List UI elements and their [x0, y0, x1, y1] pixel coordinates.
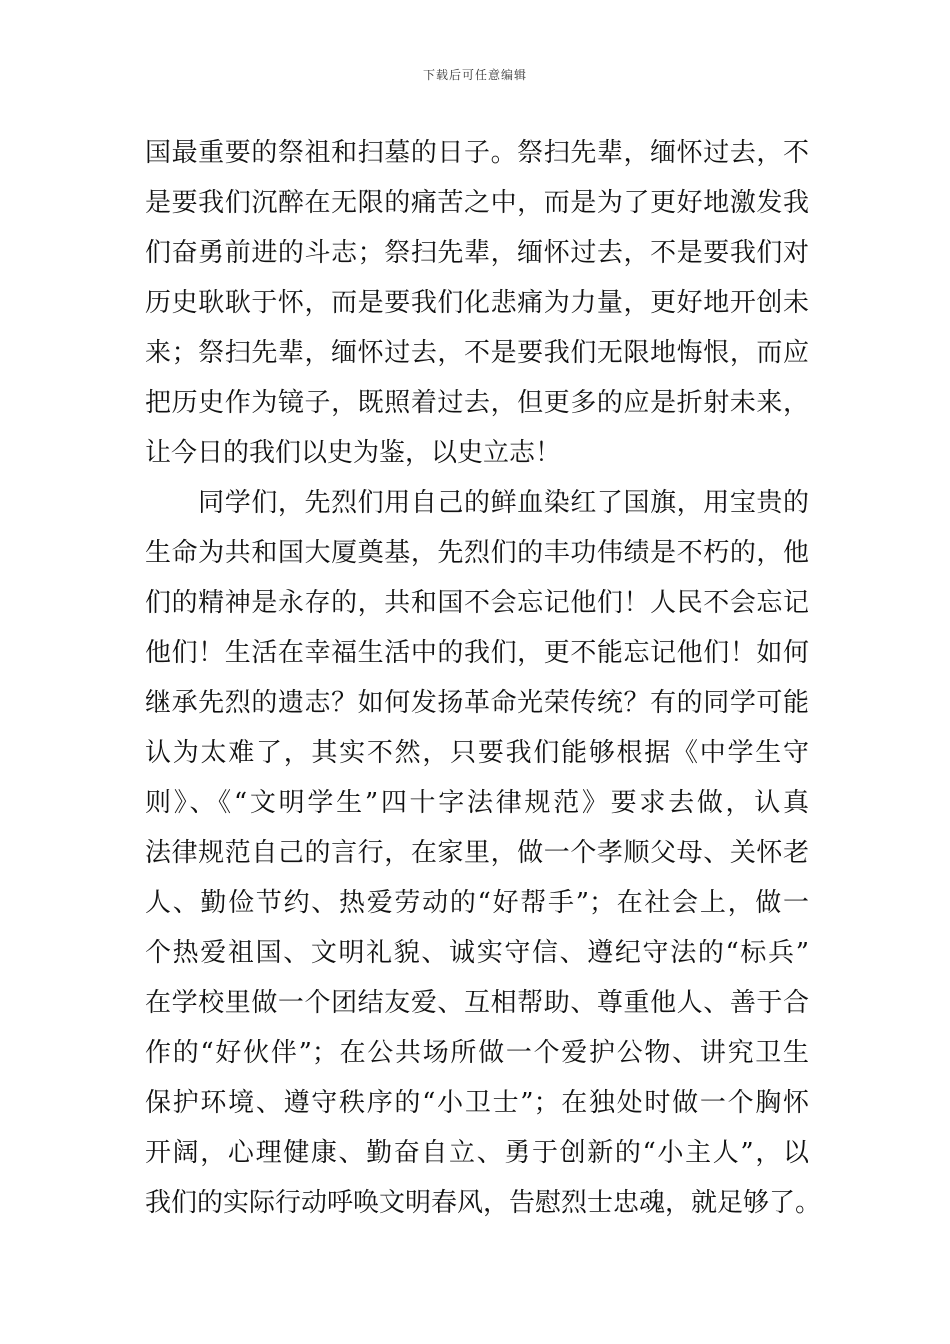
paragraph-start-line: 同学们，先烈们用自己的鲜血染红了国旗，用宝贵的 — [145, 488, 809, 518]
text-line: 在学校里做一个团结友爱、互相帮助、尊重他人、善于合 — [145, 988, 809, 1018]
text-line: 开阔，心理健康、勤奋自立、勇于创新的“小主人”，以 — [145, 1138, 809, 1168]
text-line: 们的精神是永存的，共和国不会忘记他们！人民不会忘记 — [145, 588, 809, 618]
text-line: 作的“好伙伴”；在公共场所做一个爱护公物、讲究卫生 — [145, 1038, 809, 1068]
paragraph-end-line: 我们的实际行动呼唤文明春风，告慰烈士忠魂，就足够了。 — [145, 1188, 822, 1218]
body-text — [145, 128, 822, 1228]
text-line: 个热爱祖国、文明礼貌、诚实守信、遵纪守法的“标兵” — [145, 938, 809, 968]
text-line: 是要我们沉醉在无限的痛苦之中，而是为了更好地激发我 — [145, 188, 809, 218]
text-line: 生命为共和国大厦奠基，先烈们的丰功伟绩是不朽的，他 — [145, 538, 809, 568]
text-line: 把历史作为镜子，既照着过去，但更多的应是折射未来， — [145, 388, 809, 418]
header-note: 下载后可任意编辑 — [422, 68, 527, 82]
text-line: 来；祭扫先辈，缅怀过去，不是要我们无限地悔恨，而应 — [145, 338, 809, 368]
text-line: 法律规范自己的言行，在家里，做一个孝顺父母、关怀老 — [145, 838, 809, 868]
text-line: 人、勤俭节约、热爱劳动的“好帮手”；在社会上，做一 — [145, 888, 809, 918]
text-line: 则》、《“文明学生”四十字法律规范》要求去做，认真 — [145, 788, 809, 818]
text-line: 历史耿耿于怀，而是要我们化悲痛为力量，更好地开创未 — [145, 288, 809, 318]
paragraph-end-line: 让今日的我们以史为鉴，以史立志！ — [145, 438, 562, 468]
text-line: 保护环境、遵守秩序的“小卫士”；在独处时做一个胸怀 — [145, 1088, 809, 1118]
text-line: 认为太难了，其实不然，只要我们能够根据《中学生守 — [145, 738, 809, 768]
text-line: 国最重要的祭祖和扫墓的日子。祭扫先辈，缅怀过去，不 — [145, 138, 809, 168]
text-line: 们奋勇前进的斗志；祭扫先辈，缅怀过去，不是要我们对 — [145, 238, 809, 268]
text-line: 他们！生活在幸福生活中的我们，更不能忘记他们！如何 — [145, 638, 809, 668]
text-line: 继承先烈的遗志？如何发扬革命光荣传统？有的同学可能 — [145, 688, 809, 718]
